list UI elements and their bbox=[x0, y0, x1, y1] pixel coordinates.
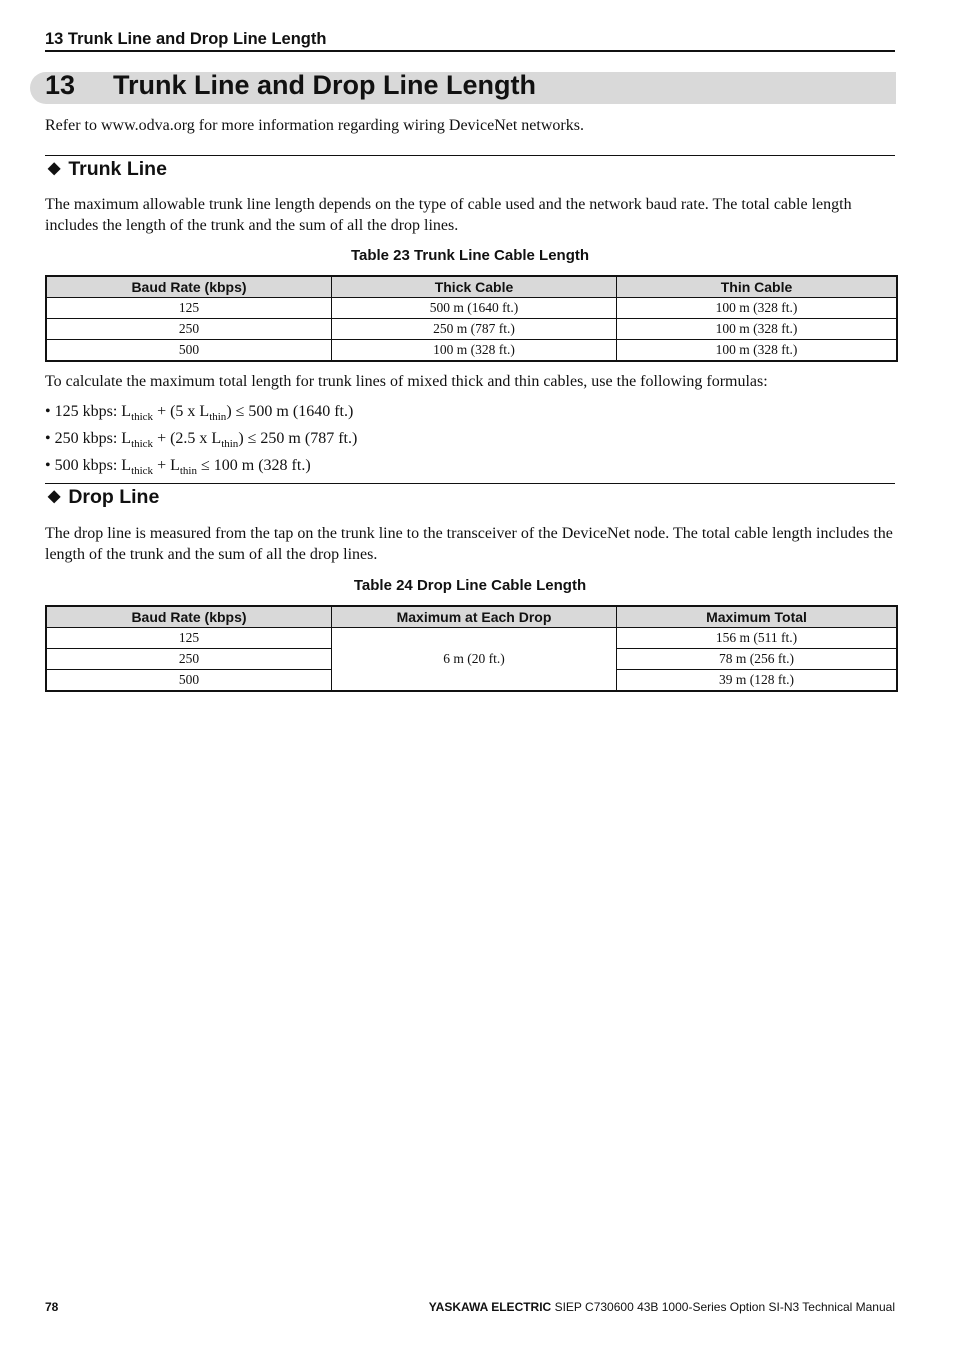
list-item: • 125 kbps: $L_{thick} + (5$ x $L_{thin}) \le 500$ m (1640 ft.) bbox=[45, 403, 354, 424]
column-header: Maximum at Each Drop bbox=[332, 606, 617, 628]
page-number: 78 bbox=[45, 1300, 59, 1314]
column-header: Maximum Total bbox=[617, 606, 898, 628]
column-header: Thin Cable bbox=[617, 276, 898, 298]
table-cell: 500 bbox=[46, 340, 332, 362]
table-cell: 100 m (328 ft.) bbox=[617, 298, 898, 319]
drop-line-table bbox=[45, 605, 898, 692]
table-row bbox=[46, 298, 897, 319]
table-cell-merged: 6 m (20 ft.) bbox=[332, 628, 617, 692]
section-divider-drop bbox=[45, 483, 895, 484]
drop-paragraph: The drop line is measured from the tap on the trunk line to the transceiver of the DeviceNet node. The total cable length includes the length of the trunk and the sum of all the drop lines. bbox=[45, 525, 893, 563]
table-cell: 39 m (128 ft.) bbox=[617, 670, 898, 692]
list-item: • 500 kbps: $L_{thick} + L_{thin} \le 100$ m (328 ft.) bbox=[45, 457, 311, 478]
footer-brand: YASKAWA ELECTRIC bbox=[428, 1300, 552, 1314]
footer-manual-title bbox=[429, 1300, 895, 1314]
trunk-paragraph: The maximum allowable trunk line length depends on the type of cable used and the network baud rate. The total cable length includes the length of the trunk and the sum of all the drop lines. bbox=[45, 196, 852, 234]
table-cell: 78 m (256 ft.) bbox=[617, 649, 898, 670]
column-header: Baud Rate (kbps) bbox=[46, 606, 332, 628]
diamond-icon: ◆ bbox=[48, 160, 61, 177]
section-divider-trunk bbox=[45, 155, 895, 156]
column-header: Thick Cable bbox=[332, 276, 617, 298]
table-cell: 100 m (328 ft.) bbox=[617, 340, 898, 362]
column-header: Baud Rate (kbps) bbox=[46, 276, 332, 298]
table-row bbox=[46, 319, 897, 340]
table-header-row bbox=[46, 276, 897, 298]
chapter-title-text: Trunk Line and Drop Line Length bbox=[113, 70, 536, 100]
table-cell: 156 m (511 ft.) bbox=[617, 628, 898, 649]
table-cell: 100 m (328 ft.) bbox=[617, 319, 898, 340]
table-cell: 125 bbox=[46, 628, 332, 649]
table-cell: 100 m (328 ft.) bbox=[332, 340, 617, 362]
table-cell: 500 m (1640 ft.) bbox=[332, 298, 617, 319]
table-caption-drop: Table 24 Drop Line Cable Length bbox=[353, 577, 587, 594]
chapter-number: 13 bbox=[45, 70, 76, 100]
table-header-row bbox=[46, 606, 897, 628]
formula-intro-paragraph: To calculate the maximum total length for trunk lines of mixed thick and thin cables, use the following formulas: bbox=[45, 373, 768, 390]
chapter-title bbox=[45, 70, 536, 101]
table-cell: 250 m (787 ft.) bbox=[332, 319, 617, 340]
intro-paragraph: Refer to www.odva.org for more information regarding wiring DeviceNet networks. bbox=[45, 117, 584, 134]
table-cell: 250 bbox=[46, 649, 332, 670]
section-heading-text: Trunk Line bbox=[68, 158, 167, 180]
table-caption-trunk: Table 23 Trunk Line Cable Length bbox=[350, 247, 590, 264]
table-cell: 250 bbox=[46, 319, 332, 340]
table-cell: 500 bbox=[46, 670, 332, 692]
diamond-icon: ◆ bbox=[48, 488, 61, 505]
section-heading-text: Drop Line bbox=[68, 486, 160, 508]
table-cell: 125 bbox=[46, 298, 332, 319]
table-row bbox=[46, 340, 897, 362]
trunk-line-table bbox=[45, 275, 898, 362]
section-heading-drop-line bbox=[48, 486, 159, 509]
list-item: • 250 kbps: $L_{thick} + (2.5$ x $L_{thin}) \le 250$ m (787 ft.) bbox=[45, 430, 358, 451]
formula-list bbox=[45, 401, 895, 483]
running-head: 13 Trunk Line and Drop Line Length bbox=[45, 30, 895, 52]
table-row bbox=[46, 628, 897, 649]
section-heading-trunk-line bbox=[48, 158, 167, 181]
footer-manual: SIEP C730600 43B 1000-Series Option SI-N3 Technical Manual bbox=[551, 1300, 895, 1314]
